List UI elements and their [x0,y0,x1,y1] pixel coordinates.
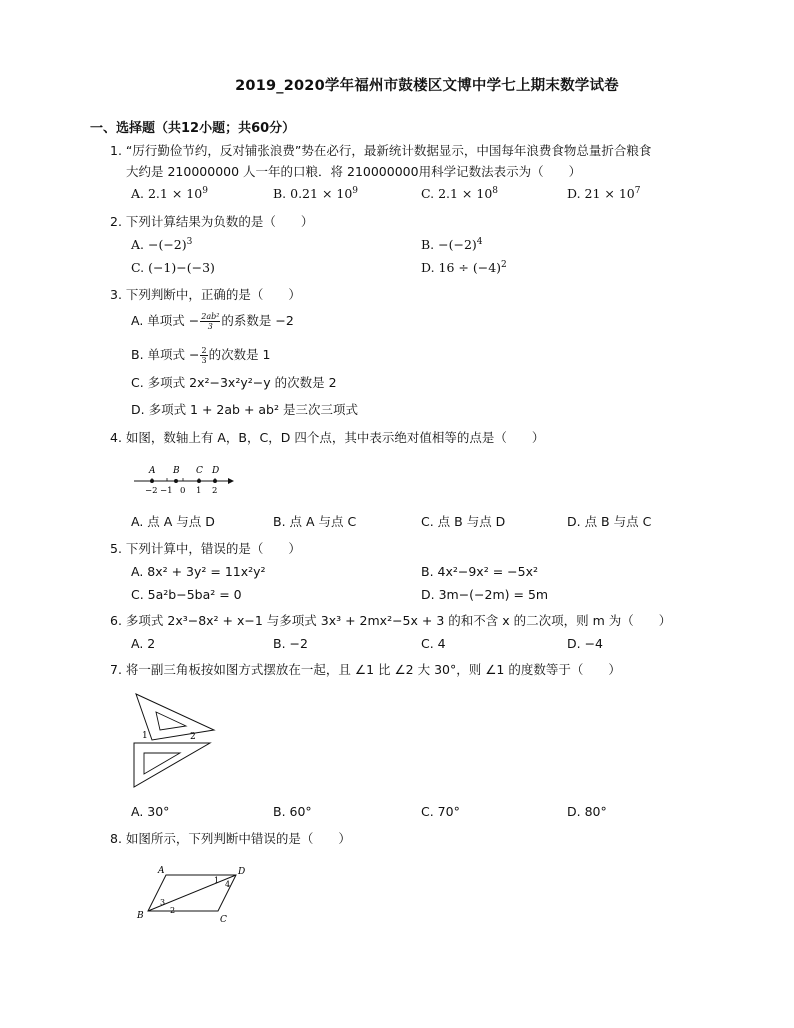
q7-option-a[interactable]: A. 30° [131,804,170,819]
q1-option-b-text: B. 0.21 × 10 [273,186,353,201]
q2-option-a-exp: 3 [186,237,193,247]
q3-option-a-pre: A. 单项式 − [131,313,200,328]
q4-option-a[interactable]: A. 点 A 与点 D [131,514,215,529]
q7-triangles-figure [128,688,220,796]
q1-option-b-exp: 9 [352,186,359,196]
angle-2-label: 2 [170,906,176,915]
q1-option-c-text: C. 2.1 × 10 [421,186,493,201]
point-d-label: D [212,466,220,476]
q7-stem: 7. 将一副三角板按如图方式摆放在一起，且 ∠1 比 ∠2 大 30°，则 ∠1 的度数等于（ ） [110,662,621,677]
q5-option-a[interactable]: A. 8x² + 3y² = 11x²y² [131,564,266,579]
q3-option-d[interactable]: D. 多项式 1 + 2ab + ab² 是三次三项式 [131,402,358,417]
tick-label: 0 [180,486,186,496]
q3-stem: 3. 下列判断中，正确的是（ ） [110,287,301,302]
q2-option-c[interactable]: C. (−1)−(−3) [131,260,215,275]
q1-option-d-text: D. 21 × 10 [567,186,635,201]
vertex-d-label: D [238,867,246,877]
q2-option-d[interactable] [421,260,507,276]
angle-1-label: 1 [214,876,220,885]
q2-option-b[interactable] [421,237,483,253]
tick-label: −1 [160,486,173,496]
angle-2-label: 2 [190,732,196,742]
q1-option-d[interactable] [567,186,641,202]
q3-option-a-numerator: 2ab² [201,312,220,321]
set-square-45 [134,743,210,787]
q6-option-b[interactable]: B. −2 [273,636,308,651]
q2-option-b-text: B. −(−2) [421,237,477,252]
q6-option-d[interactable]: D. −4 [567,636,603,651]
angle-1-label: 1 [142,731,148,741]
q2-option-b-exp: 4 [476,237,483,247]
q4-number-line-figure [130,462,240,496]
q1-option-d-exp: 7 [634,186,641,196]
q1-stem-line1: 1. “厉行勤俭节约，反对铺张浪费”势在必行，最新统计数据显示，中国每年浪费食物总量折合粮食 [110,143,652,158]
q1-option-c-exp: 8 [492,186,499,196]
q2-option-d-text: D. 16 ÷ (−4) [421,260,502,275]
number-line-arrow [228,478,234,484]
q5-option-d[interactable]: D. 3m−(−2m) = 5m [421,587,549,602]
angle-4-label: 4 [225,880,231,889]
vertex-a-label: A [158,866,165,876]
point-a-label: A [149,466,156,476]
q1-option-a-text: A. 2.1 × 10 [131,186,203,201]
tick-label: 1 [196,486,202,496]
q8-stem: 8. 如图所示，下列判断中错误的是（ ） [110,831,351,846]
vertex-c-label: C [220,915,227,925]
q3-option-b[interactable] [131,346,271,365]
tick-label: 2 [212,486,218,496]
point-a-dot [150,479,154,483]
q3-option-b-pre: B. 单项式 − [131,347,200,362]
section-heading: 一、选择题（共12小题；共60分） [90,121,296,136]
point-b-dot [174,479,178,483]
page-title: 2019_2020学年福州市鼓楼区文博中学七上期末数学试卷 [235,78,619,94]
q6-option-a[interactable]: A. 2 [131,636,156,651]
q3-option-b-fraction [200,346,207,365]
q4-option-b[interactable]: B. 点 A 与点 C [273,514,357,529]
q3-option-b-denominator: 3 [201,356,207,365]
q6-option-c[interactable]: C. 4 [421,636,446,651]
q8-parallelogram-figure [134,860,256,926]
q2-option-a-text: A. −(−2) [131,237,187,252]
q6-stem: 6. 多项式 2x³−8x² + x−1 与多项式 3x³ + 2mx²−5x + 3 的和不含 x 的二次项，则 m 为（ ） [110,613,672,628]
q7-option-b[interactable]: B. 60° [273,804,312,819]
q3-option-b-numerator: 2 [201,346,207,355]
vertex-b-label: B [137,911,144,921]
q4-option-d[interactable]: D. 点 B 与点 C [567,514,652,529]
q4-stem: 4. 如图，数轴上有 A，B，C，D 四个点，其中表示绝对值相等的点是（ ） [110,430,545,445]
q3-option-a[interactable] [131,312,294,331]
q7-option-c[interactable]: C. 70° [421,804,460,819]
q1-option-b[interactable] [273,186,358,202]
q3-option-c[interactable]: C. 多项式 2x²−3x²y²−y 的次数是 2 [131,375,337,390]
angle-3-label: 3 [160,898,166,907]
q5-option-c[interactable]: C. 5a²b−5ba² = 0 [131,587,242,602]
q1-stem-line2: 大约是 210000000 人一年的口粮．将 210000000用科学记数法表示为（ ） [126,164,582,179]
q3-option-a-post: 的系数是 −2 [221,313,294,328]
q2-option-a[interactable] [131,237,192,253]
q3-option-a-denominator: 3 [207,322,213,331]
q4-option-c[interactable]: C. 点 B 与点 D [421,514,506,529]
q1-option-c[interactable] [421,186,498,202]
q3-option-a-fraction [200,312,220,331]
q1-option-a[interactable] [131,186,208,202]
point-c-label: C [196,466,203,476]
tick-label: −2 [145,486,158,496]
q2-option-d-exp: 2 [501,260,507,270]
q2-stem: 2. 下列计算结果为负数的是（ ） [110,214,314,229]
q1-option-a-exp: 9 [202,186,208,196]
q3-option-b-post: 的次数是 1 [208,347,271,362]
point-d-dot [213,479,217,483]
q5-option-b[interactable]: B. 4x²−9x² = −5x² [421,564,538,579]
q5-stem: 5. 下列计算中，错误的是（ ） [110,541,301,556]
q7-option-d[interactable]: D. 80° [567,804,607,819]
point-b-label: B [173,466,180,476]
point-c-dot [197,479,201,483]
